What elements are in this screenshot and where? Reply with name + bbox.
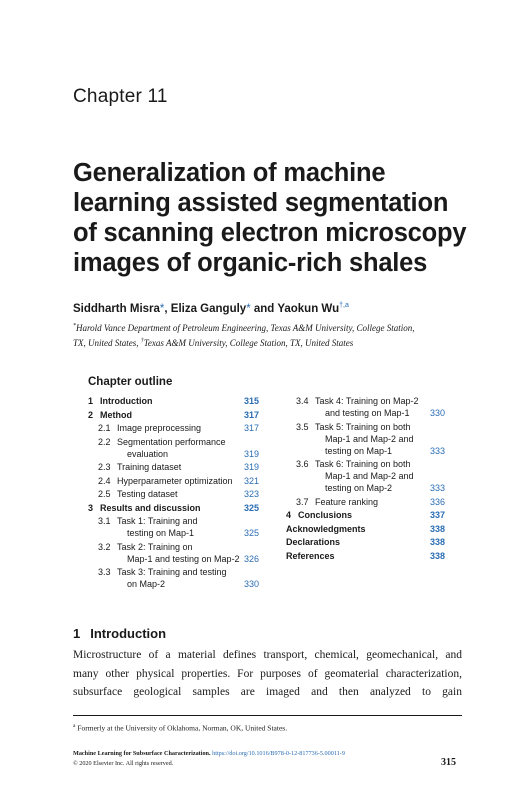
- affiliation-mark: *: [73, 323, 76, 329]
- toc-entry-title: Map-1 and Map-2 and: [325, 471, 414, 481]
- toc-entry-title: Task 2: Training on: [117, 541, 193, 552]
- toc-entry-number: 3.5: [296, 421, 309, 432]
- toc-page-link[interactable]: 325: [244, 528, 260, 538]
- toc-entry-number: 1: [88, 396, 94, 406]
- toc-entry-title: Task 5: Training on both: [315, 421, 411, 432]
- author-list: [73, 302, 349, 315]
- toc-entry-title: Training dataset: [117, 462, 182, 472]
- section-heading: [73, 626, 166, 641]
- doi-link[interactable]: https://doi.org/10.1016/B978-0-12-817736-5.00011-9: [212, 750, 345, 757]
- toc-page-link[interactable]: 323: [244, 489, 260, 499]
- title-line: Generalization of machine: [73, 159, 386, 187]
- book-title: Machine Learning for Subsurface Characterization.: [73, 750, 211, 757]
- toc-entry-number: 2.2: [98, 436, 111, 447]
- toc-entry-number: 2.4: [98, 475, 111, 486]
- author-separator: ,: [164, 302, 171, 315]
- footnote: [73, 723, 287, 733]
- toc-entry-title: Task 3: Training and testing: [117, 567, 227, 577]
- title-line: images of organic-rich shales: [73, 249, 428, 277]
- toc-entry-number: 3: [88, 502, 94, 513]
- toc-page-link[interactable]: 319: [244, 462, 260, 472]
- toc-page-link[interactable]: 326: [244, 553, 260, 564]
- toc-entry-title: Map-1 and Map-2 and: [325, 433, 414, 444]
- body-line: subsurface geological samples are imaged and then analyzed to gain: [73, 686, 462, 698]
- toc-page-link[interactable]: 337: [430, 510, 446, 520]
- affiliation-mark: †: [140, 338, 144, 344]
- footnote-mark: a: [73, 723, 76, 729]
- toc-page-link[interactable]: 338: [430, 523, 446, 534]
- toc-entry-title: Testing dataset: [117, 489, 178, 499]
- toc-entry-title: Map-1 and testing on Map-2: [127, 553, 240, 564]
- author-mark[interactable]: †,a: [339, 302, 349, 309]
- toc-entry-number: 3.2: [98, 541, 111, 552]
- toc-entry-number: 4: [286, 510, 292, 520]
- author-separator: and: [250, 302, 278, 315]
- toc-entry-title: Results and discussion: [100, 502, 201, 513]
- toc-page-link[interactable]: 317: [244, 423, 260, 433]
- toc-entry-number: 3.7: [296, 496, 309, 507]
- toc-page-link[interactable]: 315: [244, 396, 260, 406]
- toc-page-link[interactable]: 338: [430, 550, 446, 561]
- toc-entry-title: Task 4: Training on Map-2: [315, 396, 419, 406]
- chapter-label: Chapter 11: [73, 86, 168, 107]
- book-citation: [73, 750, 345, 757]
- toc-page-link[interactable]: 321: [244, 475, 260, 486]
- toc-entry-title: Declarations: [286, 537, 341, 547]
- footnote-divider: [73, 715, 462, 716]
- toc-page-link[interactable]: 325: [244, 502, 260, 513]
- toc-entry-title: Segmentation performance: [117, 436, 226, 447]
- body-line: many other physical properties. For purposes of geomaterial characterization,: [73, 667, 462, 680]
- section-number: 1: [73, 626, 81, 641]
- toc-entry-title: Method: [100, 409, 132, 420]
- toc-entry-title: Feature ranking: [315, 496, 379, 507]
- toc-entry-title: on Map-2: [127, 579, 166, 589]
- toc-entry-number: 2.1: [98, 423, 111, 433]
- section-title: Introduction: [90, 626, 167, 641]
- title-line: of scanning electron microscopy: [73, 219, 467, 247]
- toc-page-link[interactable]: 330: [430, 408, 446, 418]
- toc-entry-title: Image preprocessing: [117, 423, 202, 433]
- toc-entry-title: Hyperparameter optimization: [117, 475, 233, 486]
- toc-entry-title: testing on Map-2: [325, 483, 393, 493]
- toc-entry-title: testing on Map-1: [325, 445, 393, 456]
- toc-entry-number: 3.4: [296, 396, 309, 406]
- outline-heading: Chapter outline: [88, 376, 173, 388]
- author-name: Eliza Ganguly: [170, 302, 247, 315]
- author-name: Siddharth Misra: [73, 302, 160, 315]
- toc-entry-title: Task 6: Training on both: [315, 459, 411, 469]
- affiliation-text: Texas A&M University, College Station, TX, United States: [143, 338, 354, 348]
- toc-page-link[interactable]: 319: [244, 448, 260, 459]
- toc-entry-title: Conclusions: [298, 510, 353, 520]
- toc-entry-title: and testing on Map-1: [325, 408, 410, 418]
- toc-page-link[interactable]: 336: [430, 496, 446, 507]
- toc-entry-number: 3.1: [98, 516, 111, 526]
- footnote-text: Formerly at the University of Oklahoma, Norman, OK, United States.: [77, 723, 288, 733]
- body-paragraph: [73, 646, 462, 702]
- toc-entry-title: Task 1: Training and: [117, 516, 198, 526]
- affiliation: [73, 320, 463, 350]
- toc-page-link[interactable]: 330: [244, 579, 260, 589]
- title-line: learning assisted segmentation: [73, 189, 449, 217]
- toc-entry-number: 2: [88, 409, 94, 420]
- toc-page-link[interactable]: 333: [430, 483, 446, 493]
- toc-entry-number: 2.3: [98, 462, 111, 472]
- chapter-title: [73, 158, 493, 278]
- toc-page-link[interactable]: 317: [244, 409, 260, 420]
- toc-entry-title: testing on Map-1: [127, 528, 195, 538]
- copyright: © 2020 Elsevier Inc. All rights reserved.: [73, 760, 174, 767]
- toc-entry-title: evaluation: [127, 448, 169, 459]
- author-mark[interactable]: *: [246, 302, 251, 315]
- affiliation-text: Harold Vance Department of Petroleum Engineering, Texas A&M University, College Station,: [76, 323, 415, 333]
- toc-page-link[interactable]: 338: [430, 537, 446, 547]
- body-line: Microstructure of a material defines transport, chemical, geomechanical, and: [73, 649, 462, 661]
- toc-entry-title: Introduction: [100, 396, 153, 406]
- toc-entry-number: 3.6: [296, 459, 309, 469]
- affiliation-text: TX, United States,: [73, 338, 141, 348]
- toc-page-link[interactable]: 333: [430, 445, 446, 456]
- author-name: Yaokun Wu: [277, 302, 340, 315]
- toc-entry-title: Acknowledgments: [286, 523, 366, 534]
- author-mark[interactable]: *: [159, 302, 165, 315]
- toc-entry-number: 3.3: [98, 567, 111, 577]
- page-number: 315: [441, 757, 456, 768]
- toc-entry-title: References: [286, 550, 335, 561]
- toc-entry-number: 2.5: [98, 489, 111, 499]
